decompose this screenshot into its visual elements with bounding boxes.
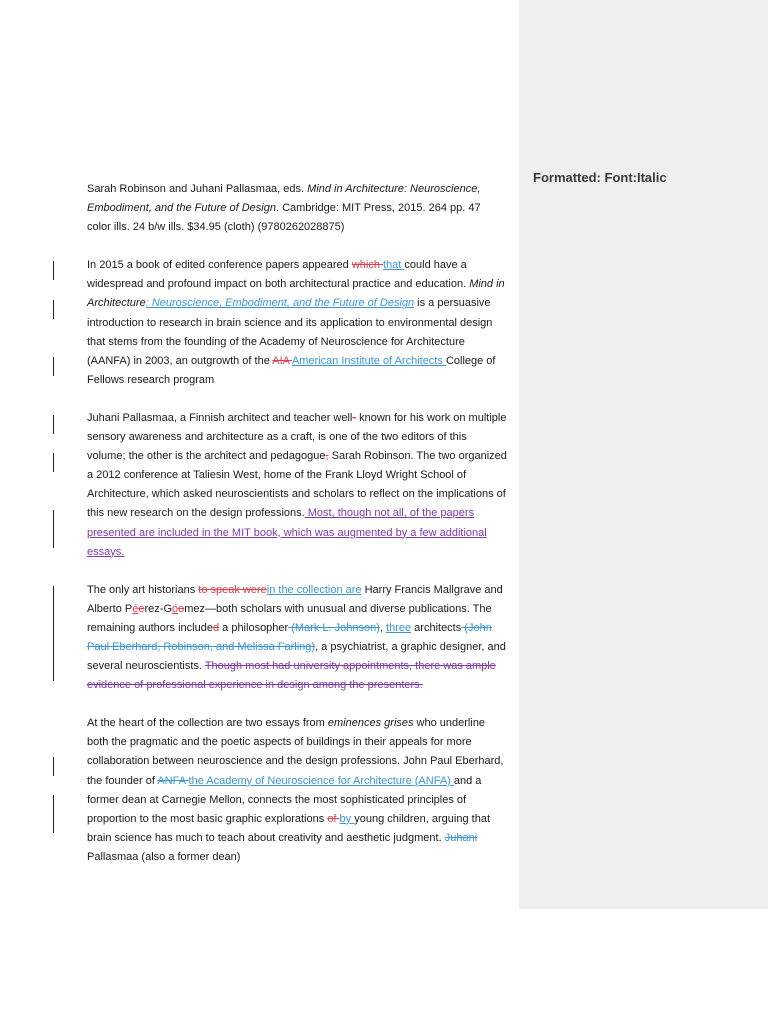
- tracked-insertion: the Academy of Neuroscience for Architecture (ANFA): [188, 774, 454, 787]
- editors-paragraph: [87, 409, 507, 562]
- tracked-insertion: Most, though not all, of the papers presented are included in the MIT book, which was augmented by a few additional essays.: [87, 507, 487, 558]
- text-run: young children, arguing that brain science has much to teach about creativity and aesthetic judgment.: [87, 812, 490, 844]
- change-bar: [53, 795, 54, 833]
- text-run: rez-G: [144, 602, 172, 615]
- change-bar: [53, 586, 54, 681]
- text-run: a philosopher: [219, 621, 289, 634]
- tracked-deletion: e: [138, 602, 145, 615]
- authors-paragraph: [87, 581, 507, 696]
- change-bar: [53, 453, 54, 472]
- tracked-insertion: é: [132, 602, 139, 615]
- tracked-deletion: to speak were: [198, 583, 267, 596]
- text-run: Harry Francis Mallgrave and Alberto P: [87, 583, 503, 615]
- essays-paragraph: [87, 714, 507, 867]
- text-run: College of Fellows research program: [87, 354, 496, 386]
- intro-paragraph: [87, 256, 507, 390]
- change-bar: [53, 357, 54, 376]
- text-run: At the heart of the collection are two essays from: [87, 717, 328, 730]
- text-run: , a psychiatrist, a graphic designer, and several neuroscientists.: [87, 640, 506, 673]
- tracked-deletion: ANFA: [157, 774, 189, 787]
- book-title: Mind in Architecture: [87, 278, 505, 310]
- tracked-deletion: (John Paul Eberhard, Robinson, and Melissa Farling): [87, 621, 492, 653]
- tracked-insertion: three: [386, 621, 412, 634]
- change-bar: [53, 261, 54, 280]
- tracked-deletion: ,: [325, 450, 329, 463]
- text-run: In 2015 a book of edited conference papers appeared: [87, 259, 352, 272]
- text-run: Sarah Robinson. The two organized a 2012 conference at Taliesin West, home of the Frank Lloyd Wright School of Architecture, which asked neuroscientists and scholars to reflect on the implications of this new research on the design professions.: [87, 450, 507, 520]
- text-run: could have a widespread and profound impact on both architectural practice and education.: [87, 259, 470, 291]
- text-run: and a former dean at Carnegie Mellon, connects the most sophisticated principles of proportion to the most basic graphic explorations: [87, 774, 482, 825]
- tracked-deletion: Though most had university appointments, there was ample evidence of professional experience in design among the presenters.: [87, 660, 496, 692]
- tracked-deletion: -: [352, 411, 357, 424]
- tracked-insertion: that: [383, 259, 405, 272]
- tracked-insertion: American Institute of Architects: [291, 354, 446, 367]
- change-bar: [53, 415, 54, 434]
- text-run: The only art historians: [87, 583, 199, 596]
- tracked-deletion: which: [351, 259, 383, 272]
- tracked-deletion: AIA: [272, 354, 292, 367]
- change-bar: [53, 510, 54, 548]
- change-bar: [53, 757, 54, 776]
- text-run: architects: [411, 621, 462, 634]
- tracked-deletion: o: [178, 602, 185, 615]
- change-bar: [53, 300, 54, 319]
- comment-pane: [519, 0, 768, 909]
- text-run: . Cambridge: MIT Press, 2015. 264 pp. 47 color ills. 24 b/w ills. $34.95 (cloth) (9780262028875): [87, 202, 481, 234]
- tracked-insertion: : Neuroscience, Embodiment, and the Future of Design: [145, 297, 415, 310]
- tracked-deletion: d: [212, 621, 220, 634]
- citation-paragraph: [87, 180, 507, 237]
- tracked-insertion: in the collection are: [266, 583, 362, 596]
- text-run: Sarah Robinson and Juhani Pallasmaa, eds.: [87, 183, 308, 195]
- comment-pane-footer: [519, 909, 768, 1024]
- text-run: Juhani Pallasmaa, a Finnish architect and teacher well: [87, 411, 353, 424]
- text-run: mez—both scholars with unusual and diverse publications. The remaining authors include: [87, 602, 492, 634]
- tracked-deletion: Juhani: [444, 831, 478, 844]
- tracked-insertion: ó: [172, 602, 179, 615]
- italic-phrase: eminences grises: [327, 717, 414, 730]
- document-body: [87, 180, 507, 886]
- tracked-deletion: of: [327, 812, 340, 825]
- comment-formatted-note: Formatted: Font:Italic: [533, 170, 667, 185]
- book-title: Mind in Architecture: Neuroscience, Embodiment, and the Future of Design: [87, 183, 481, 215]
- text-run: ,: [379, 621, 387, 634]
- text-run: Pallasmaa (also a former dean): [87, 850, 241, 863]
- tracked-deletion: (Mark L. Johnson): [288, 621, 380, 634]
- tracked-insertion: by: [339, 812, 355, 825]
- text-run: known for his work on multiple sensory awareness and architecture as a craft, is one of the two editors of this volume; the other is the architect and pedagogue: [87, 411, 507, 463]
- text-run: who underline both the pragmatic and the poetic aspects of buildings in their appeals for more collaboration between neuroscience and the design professions. John Paul Eberhard, the founder of: [87, 717, 504, 787]
- text-run: is a persuasive introduction to research in brain science and its application to environmental design that stems from the founding of the Academy of Neuroscience for Architecture (AANFA) in 2003, an outgrowth of the: [87, 297, 493, 367]
